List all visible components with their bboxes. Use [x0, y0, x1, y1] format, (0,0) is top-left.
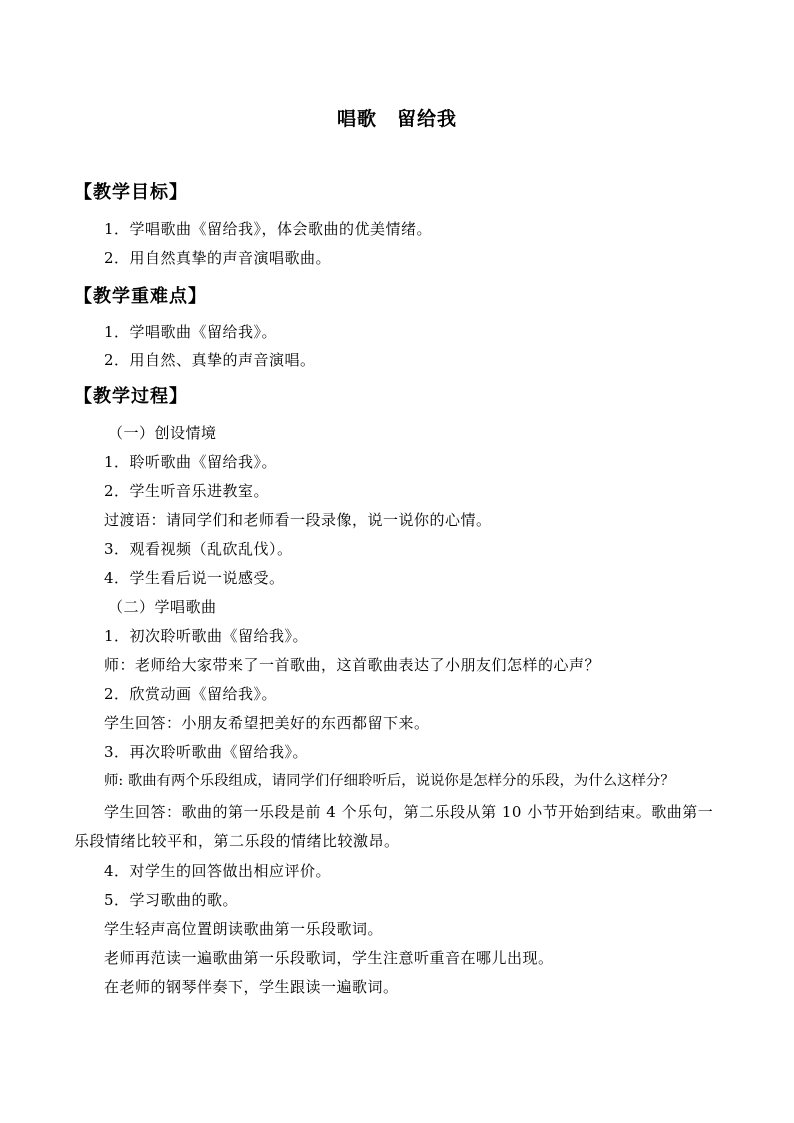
process-paragraph — [74, 798, 724, 856]
process-line: 师：老师给大家带来了一首歌曲，这首歌曲表达了小朋友们怎样的心声？ — [104, 656, 601, 674]
heading-teaching-goals: 【教学目标】 — [74, 182, 188, 203]
heading-key-points: 【教学重难点】 — [74, 286, 207, 307]
key-point-item-1: 1．学唱歌曲《留给我》。 — [104, 323, 278, 341]
process-line: 学生回答：小朋友希望把美好的东西都留下来。 — [104, 714, 430, 732]
heading-teaching-process: 【教学过程】 — [74, 386, 188, 407]
process-line: （一）创设情境 — [108, 424, 217, 442]
key-point-item-2: 2．用自然、真挚的声音演唱。 — [104, 351, 316, 369]
goal-item-1: 1．学唱歌曲《留给我》，体会歌曲的优美情绪。 — [104, 220, 433, 238]
process-line: 学生回答：歌曲的第一乐段是前 4 个乐句，第二乐段从第 10 小节开始到结束。歌曲第一乐段情绪比较平和，第二乐段的情绪比较激昂。 — [74, 803, 714, 850]
process-line: 老师再范读一遍歌曲第一乐段歌词，学生注意听重音在哪儿出现。 — [104, 949, 554, 967]
process-line: 4．学生看后说一说感受。 — [104, 569, 285, 587]
process-line: 1．聆听歌曲《留给我》。 — [104, 453, 278, 471]
process-line: 5．学习歌曲的歌。 — [104, 891, 239, 909]
process-line: 1．初次聆听歌曲《留给我》。 — [104, 627, 309, 645]
process-line: 过渡语：请同学们和老师看一段录像，说一说你的心情。 — [104, 511, 492, 529]
process-line: 3．再次聆听歌曲《留给我》。 — [104, 743, 309, 761]
process-line: 4．对学生的回答做出相应评价。 — [104, 862, 332, 880]
process-line: 2．学生听音乐进教室。 — [104, 482, 270, 500]
goal-item-2: 2．用自然真挚的声音演唱歌曲。 — [104, 249, 332, 267]
process-line: 学生轻声高位置朗读歌曲第一乐段歌词。 — [104, 920, 384, 938]
page-title: 唱歌 留给我 — [336, 108, 457, 130]
process-line: 3．观看视频（乱砍乱伐）。 — [104, 540, 293, 558]
process-line: （二）学唱歌曲 — [108, 598, 217, 616]
process-line: 2．欣赏动画《留给我》。 — [104, 685, 278, 703]
process-line: 师: 歌曲有两个乐段组成，请同学们仔细聆听后，说说你是怎样分的乐段，为什么这样分？ — [104, 773, 675, 789]
process-line: 在老师的钢琴伴奏下，学生跟读一遍歌词。 — [104, 978, 399, 996]
